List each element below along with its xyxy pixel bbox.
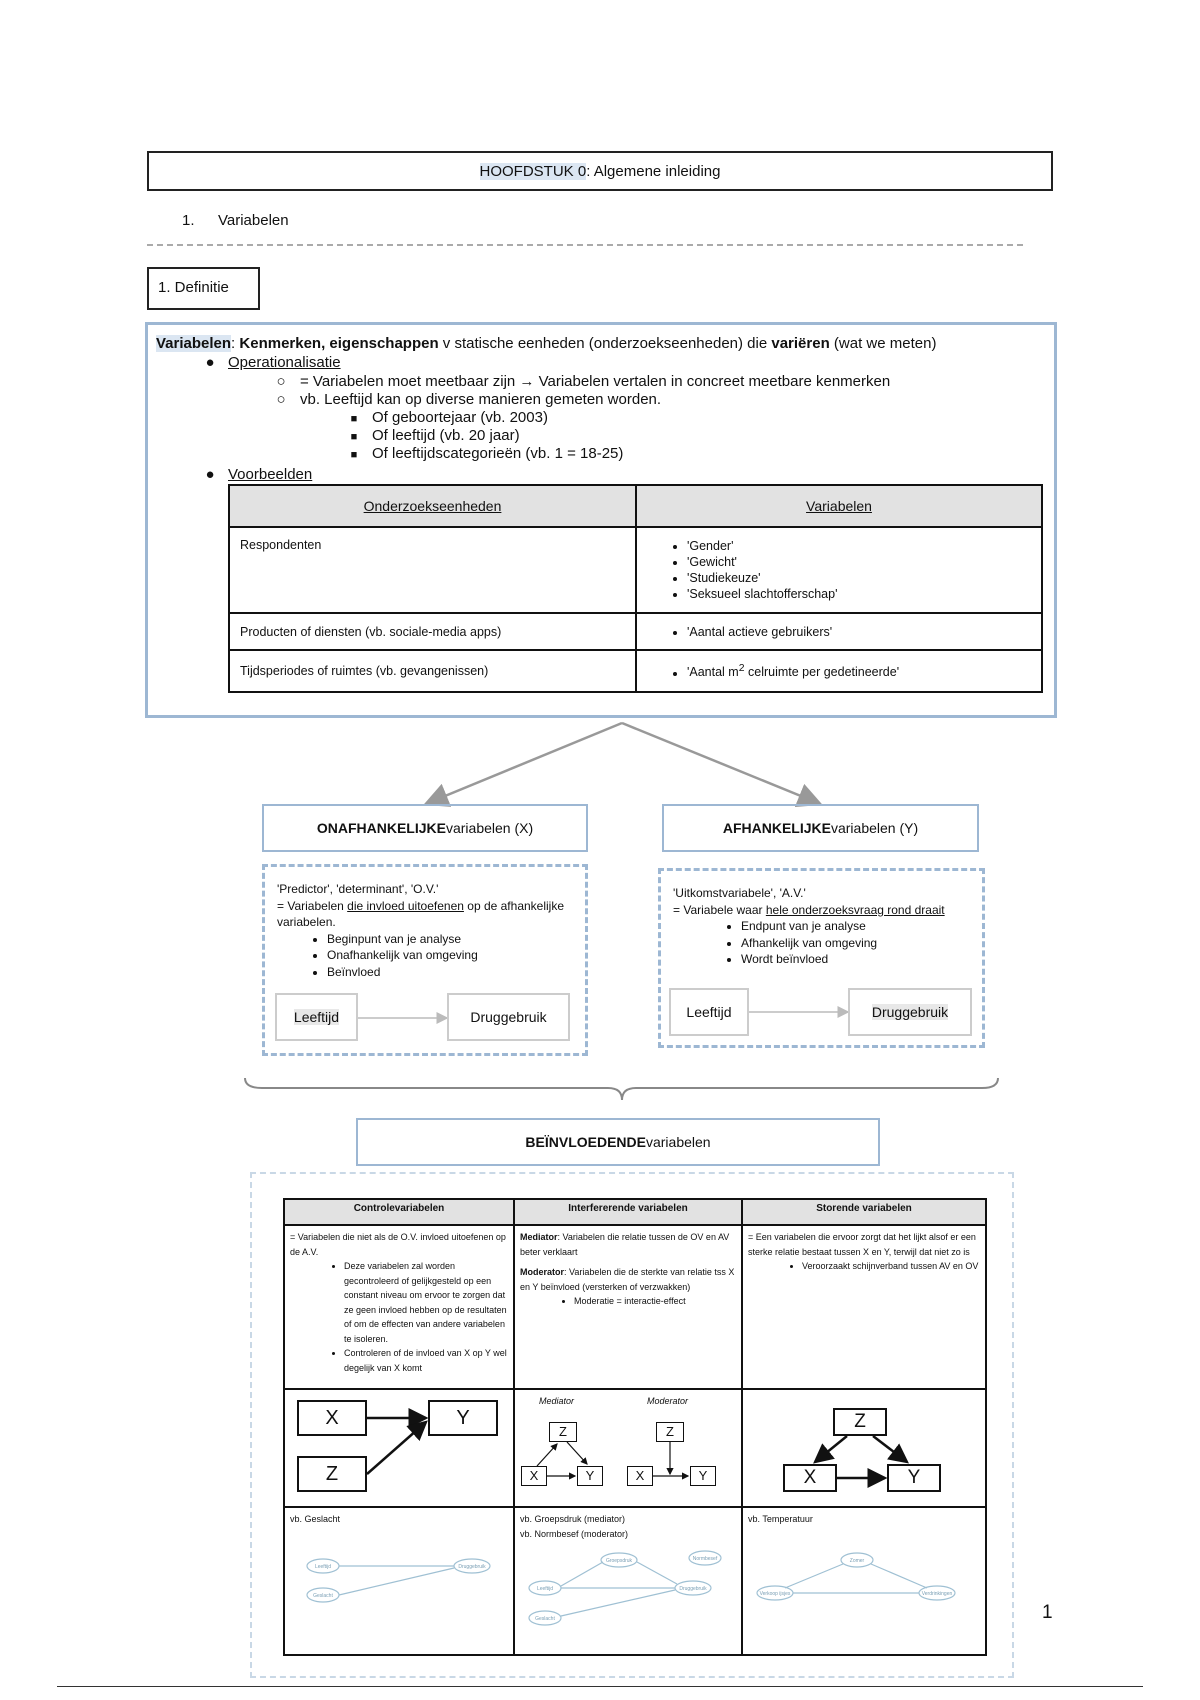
disturbing-definition: = Een variabelen die ervoor zorgt dat het lijkt alsof er een sterke relatie bestaat tussen X en Y, terwijl dat niet zo is	[748, 1232, 976, 1257]
diagram-x-box: X	[297, 1400, 367, 1436]
moderator-diagram-label: Moderator	[647, 1396, 689, 1406]
control-cell	[284, 1225, 514, 1389]
sketch-label-c1: Leeftijd	[314, 1564, 332, 1570]
sketch-label-c2: Geslacht	[313, 1593, 333, 1599]
sub-sub-bullet-2: ■ Of leeftijd (vb. 20 jaar)	[350, 427, 520, 444]
independent-example-box-left	[275, 993, 358, 1041]
section-heading: 1. Definitie	[147, 267, 260, 310]
influence-header-control: Controlevariabelen	[284, 1199, 514, 1225]
interfering-sketch	[515, 1508, 737, 1654]
sub-sub-bullet-2-text: Of leeftijd (vb. 20 jaar)	[372, 427, 520, 444]
mediator-z-box: Z	[549, 1422, 577, 1442]
diagram-y-box: Y	[428, 1400, 498, 1436]
control-example-label: vb. Geslacht	[290, 1514, 341, 1524]
dependent-example-box-right	[848, 988, 972, 1036]
moderator-text: : Variabelen die de sterkte van relatie tss X en Y beïnvloed (versterken of verzwakken)	[520, 1267, 735, 1292]
disturbing-y-box: Y	[887, 1464, 941, 1492]
table-cell: Respondenten	[229, 527, 636, 613]
mediator-definition	[520, 1230, 736, 1259]
influence-table	[283, 1198, 987, 1656]
mediator-label: Mediator	[520, 1232, 558, 1242]
moderator-y-box: Y	[690, 1466, 716, 1486]
dependent-title	[662, 804, 979, 852]
sketch-label-d2: Verkoop ijsjes	[759, 1591, 791, 1597]
control-example-cell	[284, 1507, 514, 1655]
control-definition: = Variabelen die niet als de O.V. invloed uitoefenen op de A.V.	[290, 1232, 506, 1257]
control-diagram-cell	[284, 1389, 514, 1507]
definition-colon: :	[231, 335, 236, 352]
diagram-z-box: Z	[297, 1456, 367, 1492]
disturbing-cell	[742, 1225, 986, 1389]
interfering-example-cell	[514, 1507, 742, 1655]
sub-bullet-1-text: = Variabelen moet meetbaar zijn → Variabelen vertalen in concreet meetbare kenmerken	[300, 373, 891, 390]
sub-sub-bullet-1: ■ Of geboortejaar (vb. 2003)	[350, 409, 548, 426]
interfering-diagram-cell	[514, 1389, 742, 1507]
definition-rest-2: (wat we meten)	[829, 335, 937, 352]
bullet-operationalisatie-label: Operationalisatie	[228, 354, 341, 371]
independent-def-pre: = Variabelen	[277, 898, 348, 913]
bullet-operationalisatie: ● Operationalisatie	[205, 354, 341, 371]
interfering-cell	[514, 1225, 742, 1389]
chapter-title-highlight: HOOFDSTUK 0	[479, 162, 587, 180]
mediator-text: : Variabelen die relatie tussen de OV en AV beter verklaart	[520, 1232, 730, 1257]
list-item: • Beginpunt van je analyse	[327, 931, 575, 948]
sketch-label-i4: Druggebruik	[679, 1586, 707, 1592]
toc-number: 1.	[182, 212, 195, 229]
disturbing-sketch	[743, 1508, 973, 1654]
sub-sub-bullet-3-text: Of leeftijdscategorieën (vb. 1 = 18-25)	[372, 445, 624, 462]
area-var-sup: 2	[738, 663, 745, 675]
sub-sub-bullet-1-text: Of geboortejaar (vb. 2003)	[372, 409, 548, 426]
moderator-x-box: X	[627, 1466, 653, 1486]
list-item: • 'Seksueel slachtofferschap'	[687, 586, 1031, 602]
list-item: • Endpunt van je analyse	[741, 918, 972, 935]
arrow-to-independent	[428, 723, 622, 803]
interfering-example-1: vb. Groepsdruk (mediator)	[520, 1514, 626, 1524]
toc-label: Variabelen	[218, 212, 289, 229]
moderator-z-box: Z	[656, 1422, 684, 1442]
disturbing-example-label: vb. Temperatuur	[748, 1514, 813, 1524]
interfering-diagram-arrows	[515, 1390, 737, 1508]
area-var-pre: 'Aantal m	[687, 665, 739, 680]
definition-bold: Kenmerken, eigenschappen	[239, 335, 439, 352]
list-item: • Onafhankelijk van omgeving	[327, 947, 575, 964]
dependent-title-rest: variabelen (Y)	[830, 820, 919, 836]
disturbing-x-box: X	[783, 1464, 837, 1492]
sub-bullet-2: ○ vb. Leeftijd kan op diverse manieren gemeten worden.	[276, 391, 662, 408]
moderator-definition	[520, 1265, 736, 1294]
examples-header-vars: Variabelen	[806, 498, 872, 514]
sketch-label-c3: Druggebruik	[458, 1564, 486, 1570]
mediator-diagram-label: Mediator	[539, 1396, 575, 1406]
mediator-x-box: X	[521, 1466, 547, 1486]
curly-brace	[245, 1078, 998, 1100]
dependent-example-box-left: Leeftijd	[669, 988, 749, 1036]
disturbing-diagram-arrows	[743, 1390, 973, 1508]
list-item: • Afhankelijk van omgeving	[741, 935, 972, 952]
footer-rule	[57, 1686, 1143, 1687]
page-number: 1	[1042, 1602, 1053, 1623]
sketch-label-d1: Zomer	[849, 1558, 865, 1564]
dependent-aliases: 'Uitkomstvariabele', 'A.V.'	[673, 886, 806, 900]
dependent-example-right-label: Druggebruik	[871, 1004, 949, 1020]
sketch-label-d3: Verdrinkingen	[921, 1591, 953, 1597]
table-row	[284, 1389, 986, 1507]
independent-aliases: 'Predictor', 'determinant', 'O.V.'	[277, 882, 439, 896]
definition-term: Variabelen	[156, 335, 232, 352]
interfering-example-2: vb. Normbesef (moderator)	[520, 1528, 629, 1539]
sketch-label-i5: Geslacht	[535, 1616, 555, 1622]
list-item: • Wordt beïnvloed	[741, 951, 972, 968]
control-sketch	[285, 1508, 509, 1654]
sub-sub-bullet-3: ■ Of leeftijdscategorieën (vb. 1 = 18-25)	[350, 445, 624, 462]
definition-bold-2: variëren	[771, 335, 830, 352]
disturbing-diagram-cell	[742, 1389, 986, 1507]
influencing-title-rest: variabelen	[645, 1134, 711, 1150]
influencing-title-bold: BEÏNVLOEDENDE	[525, 1134, 646, 1150]
bullet-voorbeelden-label: Voorbeelden	[228, 466, 313, 483]
table-row	[284, 1225, 986, 1389]
list-item: • 'Gewicht'	[687, 554, 1031, 570]
independent-def-post: op de afhankelijke variabelen.	[277, 898, 565, 929]
dependent-definition	[673, 902, 972, 919]
table-cell: Tijdsperiodes of ruimtes (vb. gevangenissen)	[229, 650, 636, 692]
disturbing-example-cell	[742, 1507, 986, 1655]
sketch-label-i2: Normbesef	[692, 1556, 718, 1562]
sub-bullet-2-text: vb. Leeftijd kan op diverse manieren gemeten worden.	[300, 391, 662, 408]
bullet-voorbeelden: ● Voorbeelden	[205, 466, 313, 483]
list-item: • 'Studiekeuze'	[687, 570, 1031, 586]
chapter-title-rest: : Algemene inleiding	[586, 162, 721, 180]
sketch-label-i1: Groepsdruk	[605, 1558, 633, 1564]
list-item: • 'Gender'	[687, 538, 1031, 554]
dependent-title-bold: AFHANKELIJKE	[722, 820, 831, 836]
list-item: • Deze variabelen zal worden gecontroleerd of gelijkgesteld op een constant niveau om ervoor te zorgen dat ze geen invloed hebben op de resultaten of om de effecten van andere variabelen te isoleren.	[344, 1259, 508, 1346]
independent-example-box-right: Druggebruik	[447, 993, 570, 1041]
table-cell: Producten of diensten (vb. sociale-media apps)	[229, 613, 636, 650]
independent-example-left-label: Leeftijd	[293, 1009, 340, 1025]
independent-title	[262, 804, 588, 852]
sketch-label-i3: Leeftijd	[536, 1586, 554, 1592]
moderator-label: Moderator	[520, 1267, 565, 1277]
independent-definition	[277, 898, 575, 931]
influencing-title	[356, 1118, 880, 1166]
definition-rest-1: v statische eenheden (onderzoekseenheden) die	[438, 335, 772, 352]
independent-title-rest: variabelen (X)	[445, 820, 534, 836]
list-item: • 'Aantal actieve gebruikers'	[687, 624, 1031, 640]
dependent-def-pre: = Variabele waar	[673, 902, 766, 917]
examples-header-units: Onderzoekseenheden	[363, 498, 502, 514]
independent-def-underlined: die invloed uitoefenen	[347, 898, 464, 913]
influence-header-disturbing: Storende variabelen	[742, 1199, 986, 1225]
dependent-def-underlined: hele onderzoeksvraag rond draait	[765, 902, 945, 917]
mediator-y-box: Y	[577, 1466, 603, 1486]
arrow-to-dependent	[622, 723, 818, 803]
independent-title-bold: ONAFHANKELIJKE	[316, 820, 446, 836]
list-item: • Moderatie = interactie-effect	[574, 1294, 736, 1309]
list-item: • Veroorzaakt schijnverband tussen AV en OV	[802, 1259, 980, 1274]
influence-header-interfering: Interfererende variabelen	[514, 1199, 742, 1225]
list-item: • Controleren of de invloed van X op Y wel degelijk van X komt	[344, 1346, 508, 1375]
control-diagram-arrows	[285, 1390, 511, 1508]
table-row	[284, 1507, 986, 1655]
list-item: • Beïnvloed	[327, 964, 575, 981]
sub-bullet-1: ○ = Variabelen moet meetbaar zijn → Variabelen vertalen in concreet meetbare kenmerken	[276, 373, 891, 390]
disturbing-z-box: Z	[833, 1408, 887, 1436]
area-var-post: celruimte per gedetineerde'	[744, 665, 900, 680]
